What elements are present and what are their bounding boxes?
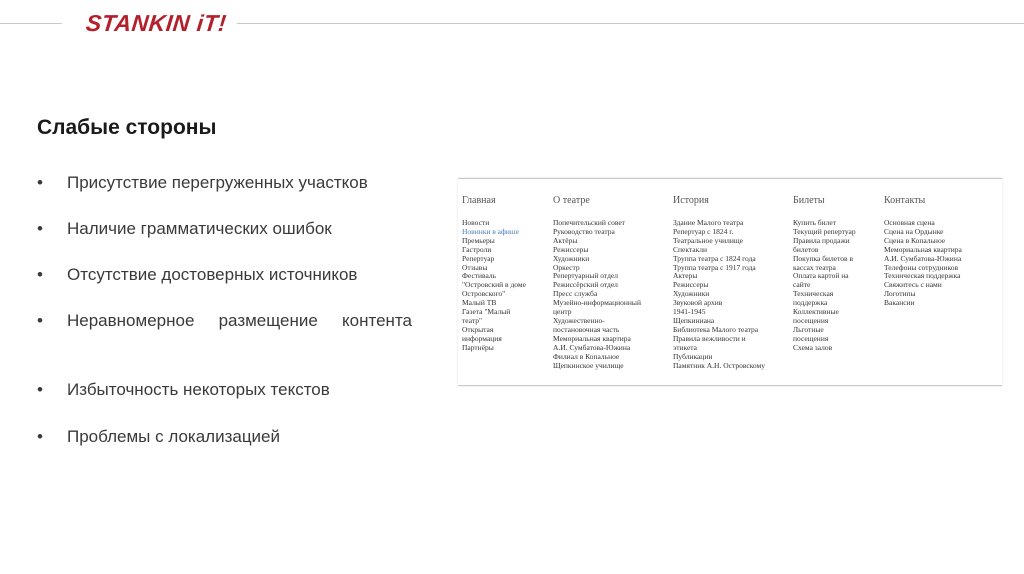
sitemap-link: Островского" [462, 289, 506, 299]
sitemap-link: Памятник А.Н. Островскому [673, 360, 766, 370]
sitemap-link: Труппа театра с 1917 года [673, 262, 756, 272]
bullet-text: Проблемы с локализацией [67, 427, 281, 446]
sitemap-link: Актёры [553, 235, 578, 245]
sitemap-link: Новости [462, 218, 490, 227]
sitemap-link: Техническая [793, 289, 834, 299]
sitemap-link: Малый ТВ [462, 298, 497, 308]
sitemap-link: Свяжитесь с нами [884, 280, 942, 290]
sitemap-link: Основная сцена [884, 218, 935, 227]
sitemap-link: Актеры [673, 271, 698, 281]
bullet-marker: • [37, 311, 43, 330]
column-heading: История [673, 195, 709, 206]
sitemap-link: Режиссеры [673, 280, 709, 290]
bullet-marker: • [37, 173, 43, 192]
sitemap-link: Партнёры [462, 342, 494, 352]
bullet-marker: • [37, 427, 43, 446]
column-links [884, 219, 962, 308]
bullet-item [37, 264, 412, 286]
sitemap-link: Щепкиниана [673, 315, 715, 325]
sitemap-link: Вакансии [884, 298, 915, 308]
sitemap-link: Правила вежливости и [673, 333, 746, 343]
sitemap-link: посещения [793, 315, 829, 325]
sitemap-link: Попечительский совет [553, 218, 625, 227]
sitemap-link: Режиссёрский отдел [553, 280, 618, 290]
column-heading: Контакты [884, 195, 926, 206]
sitemap-link: Театральное училище [673, 235, 743, 245]
sitemap-link: Пресс служба [553, 289, 598, 299]
sitemap-link: Щепкинское училище [553, 360, 624, 370]
column-links [793, 219, 856, 353]
sitemap-link: Текущий репертуар [793, 226, 856, 236]
sitemap-link: информация [462, 333, 502, 343]
sitemap-link: Филиал в Копальное [553, 351, 620, 361]
column-heading: Билеты [793, 195, 825, 206]
sitemap-link: Репертуарный отдел [553, 271, 618, 281]
header-divider-right [237, 23, 1024, 24]
sitemap-screenshot [458, 178, 1002, 386]
column-links [673, 219, 765, 370]
sitemap-link: Сцена на Ордынке [884, 226, 944, 236]
sitemap-link: Здание Малого театра [673, 218, 744, 227]
sitemap-link: билетов [793, 244, 819, 254]
bullet-marker: • [37, 219, 43, 238]
sitemap-link: Репертуар [462, 253, 495, 263]
sitemap-link: Телефоны сотрудников [884, 262, 959, 272]
sitemap-link: Художественно- [553, 315, 605, 325]
bullet-item [37, 172, 412, 194]
sitemap-link: А.И. Сумбатова-Южина [553, 342, 631, 352]
sitemap-column-main [462, 195, 526, 353]
bullet-text: Отсутствие достоверных источников [67, 265, 358, 284]
sitemap-link: поддержка [793, 298, 828, 308]
sitemap-link: А.И. Сумбатова-Южина [884, 253, 962, 263]
column-links [553, 219, 641, 370]
sitemap-link: Музейно-информационный [553, 298, 641, 308]
sitemap-link: Льготные [793, 324, 824, 334]
sitemap-link: Звуковой архив [673, 298, 723, 308]
sitemap-link: посещения [793, 333, 829, 343]
bullet-item [37, 426, 412, 448]
bullet-text: Наличие грамматических ошибок [67, 219, 332, 238]
sitemap-column-history [673, 195, 765, 370]
sitemap-link: Сцена в Копальное [884, 235, 946, 245]
sitemap-link: Публикации [673, 351, 713, 361]
bullet-item [37, 310, 412, 332]
slide-title: Слабые стороны [37, 116, 217, 139]
sitemap-link: Спектакли [673, 244, 707, 254]
sitemap-link: центр [553, 307, 572, 317]
sitemap-link: Открытая [462, 324, 494, 334]
sitemap-link: Новинки в афише [462, 226, 519, 236]
bullet-text: Избыточность некоторых текстов [67, 380, 330, 399]
sitemap-link: Правила продажи [793, 235, 850, 245]
sitemap-link: Мемориальная квартира [884, 244, 962, 254]
bullet-item [37, 218, 412, 240]
sitemap-link: Фестиваль [462, 271, 497, 281]
sitemap-link: Оркестр [553, 262, 580, 272]
sitemap-link: Газета "Малый [462, 307, 511, 317]
sitemap-link: Покупка билетов в [793, 253, 853, 263]
stankin-logo: STANKIN iT! [84, 10, 228, 36]
sitemap-link: Логотипы [884, 289, 916, 299]
sitemap-link: "Островский в доме [462, 280, 526, 290]
sitemap-link: постановочная часть [553, 324, 620, 334]
header-divider-left [0, 23, 62, 24]
bullet-marker: • [37, 380, 43, 399]
sitemap-link: Схема залов [793, 342, 833, 352]
sitemap-link: Репертуар с 1824 г. [673, 226, 734, 236]
sitemap-link: Коллективные [793, 307, 839, 317]
sitemap-link: Мемориальная квартира [553, 333, 631, 343]
sitemap-column-about [553, 195, 641, 370]
sitemap-column-tickets [793, 195, 856, 353]
bullet-text: Присутствие перегруженных участков [67, 173, 368, 192]
sitemap-column-contacts [884, 195, 962, 308]
column-heading: Главная [462, 195, 496, 206]
sitemap-link: Художники [553, 253, 590, 263]
sitemap-link: Художники [673, 289, 710, 299]
sitemap-link: Техническая поддержка [884, 271, 961, 281]
bullet-text: Неравномерное размещение контента [67, 311, 412, 330]
sitemap-link: Библиотека Малого театра [673, 324, 759, 334]
sitemap-link: Оплата картой на [793, 271, 849, 281]
sitemap-link: кассах театра [793, 262, 836, 272]
sitemap-link: Премьеры [462, 235, 495, 245]
bullet-marker: • [37, 265, 43, 284]
sitemap-link: Гастроли [462, 244, 492, 254]
sitemap-link: Руководство театра [553, 226, 615, 236]
bullet-item [37, 379, 412, 401]
sitemap-link: Труппа театра с 1824 года [673, 253, 756, 263]
sitemap-link: Режиссеры [553, 244, 589, 254]
sitemap-link: Отзывы [462, 262, 488, 272]
sitemap-link: этикета [673, 342, 697, 352]
column-heading: О театре [553, 195, 590, 206]
sitemap-link: театр" [462, 315, 483, 325]
sitemap-link: сайте [793, 280, 811, 290]
sitemap-link: Купить билет [793, 218, 836, 227]
column-links [462, 219, 526, 353]
sitemap-link: 1941-1945 [673, 307, 706, 317]
